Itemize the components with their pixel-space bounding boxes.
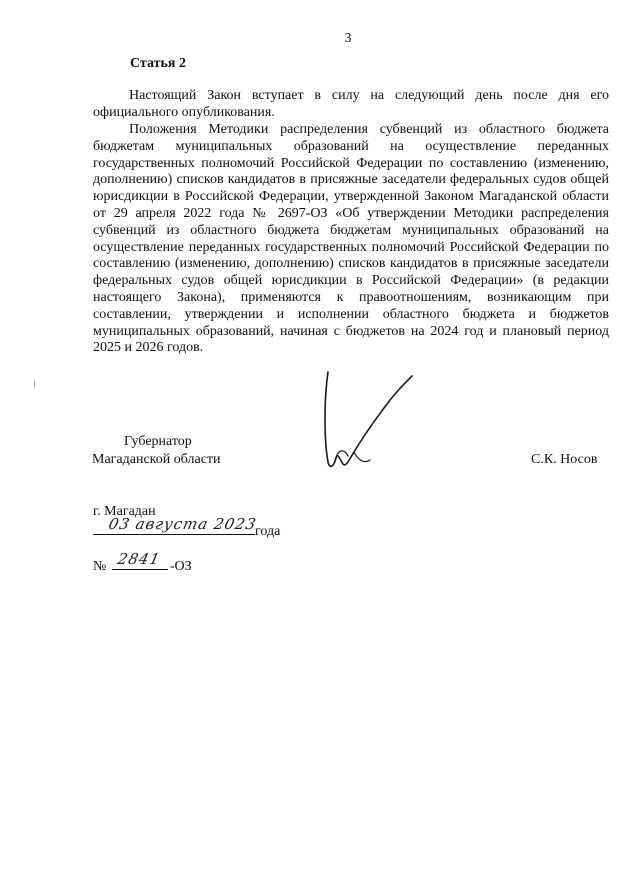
paragraph-1: Настоящий Закон вступает в силу на следующий день после дня его официального опубликования. [93, 88, 609, 120]
number-suffix: -ОЗ [169, 559, 192, 574]
scan-margin-mark [34, 380, 35, 388]
article-heading: Статья 2 [130, 56, 186, 71]
handwritten-signature [280, 360, 430, 480]
date-blank [93, 515, 259, 535]
signing-date-line [93, 515, 281, 540]
law-number-line [93, 550, 192, 575]
number-blank [112, 550, 168, 570]
handwritten-number: 2841 [115, 550, 162, 568]
handwritten-date: 03 августа 2023 [107, 515, 259, 533]
date-suffix: года [255, 524, 281, 539]
number-prefix: № [93, 559, 107, 574]
place-of-signing: г. Магадан [93, 504, 156, 519]
page-number: 3 [344, 31, 352, 46]
signatory-title-line1: Губернатор [124, 434, 192, 449]
signatory-name: С.К. Носов [531, 452, 598, 467]
paragraph-2: Положения Методики распределения субвенций из областного бюджета бюджетам муниципальных образований на осуществление переданных государственных полномочий Российской Федерации по составлению (изменению, дополнению) списков кандидатов в присяжные заседатели федеральных судов общей юрисдикции в Российской Федерации, утвержденной Законом Магаданской области от 29 апреля 2022 года № 2697-ОЗ «Об утверждении Методики распределения субвенций из областного бюджета бюджетам муниципальных образований на осуществление переданных государственных полномочий Российской Федерации по составлению (изменению, дополнению) списков кандидатов в присяжные заседатели федеральных судов общей юрисдикции в Российской Федерации» (в редакции настоящего Закона), применяются к правоотношениям, возникающим при составлении, утверждении и исполнении областного бюджета и бюджетов муниципальных образований, начиная с бюджетов на 2024 год и плановый период 2025 и 2026 годов. [93, 122, 609, 356]
signatory-title-line2: Магаданской области [92, 452, 221, 467]
